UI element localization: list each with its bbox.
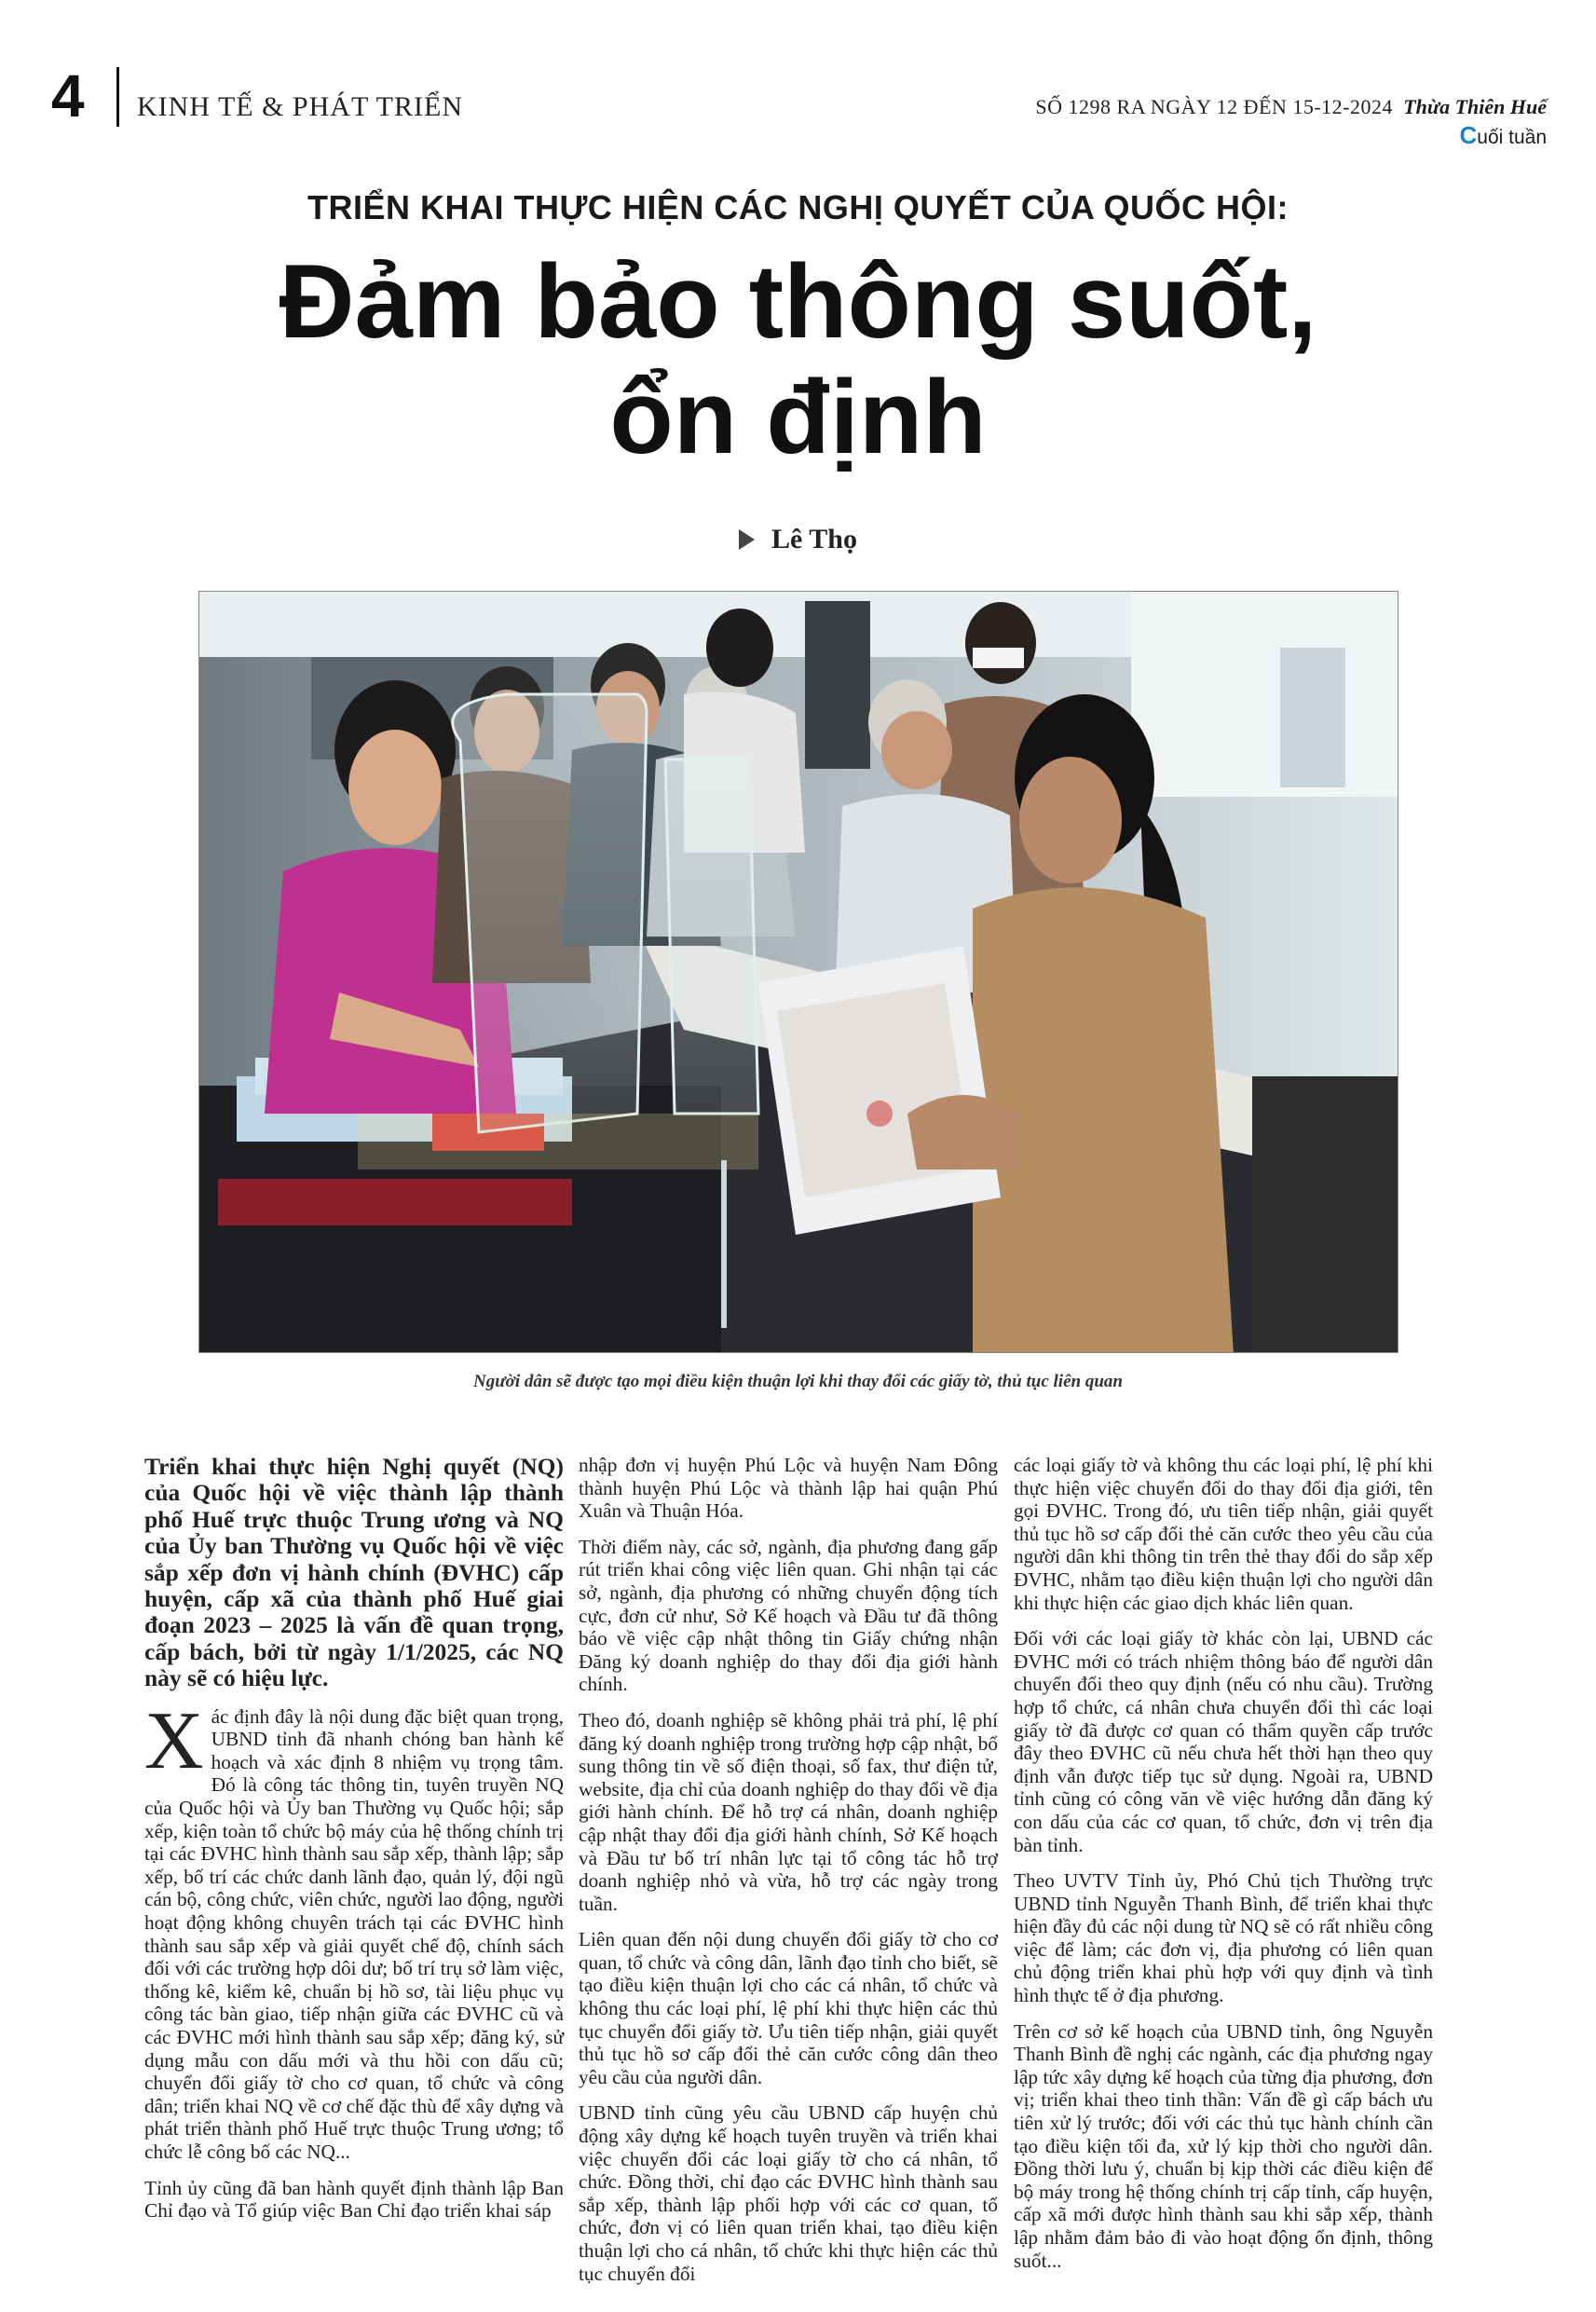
body-paragraph: Đối với các loại giấy tờ khác còn lại, UBND các ĐVHC mới có trách nhiệm thông báo để người dân chuyển đổi theo quy định (nếu có nhu cầu). Trường hợp tổ chức, cá nhân chưa chuyển đổi thì các loại giấy tờ đã được cơ quan có thẩm quyền cấp trước đây theo ĐVHC cũ nếu chưa hết thời hạn theo quy định vẫn được tiếp tục sử dụng. Ngoài ra, UBND tỉnh cũng có công văn về việc hướng dẫn đăng ký con dấu của các cơ quan, tổ chức, đơn vị trên địa bàn tỉnh. bbox=[1014, 1627, 1433, 1856]
body-paragraph: Theo đó, doanh nghiệp sẽ không phải trả phí, lệ phí đăng ký doanh nghiệp trong trường hợp cập nhật, bổ sung thông tin về số điện thoại, số fax, thư điện tử, website, địa chỉ của doanh nghiệp do thay đổi về địa giới hành chính. Để hỗ trợ cá nhân, doanh nghiệp cập nhật thay đổi địa giới hành chính, Sở Kế hoạch và Đầu tư bố trí nhân lực tại tổ công tác hỗ trợ doanh nghiệp nhỏ và vừa, hỗ trợ các ngày trong tuần. bbox=[579, 1708, 998, 1915]
publication-logo bbox=[1398, 95, 1547, 151]
article-title bbox=[0, 244, 1596, 475]
body-paragraph: Tỉnh ủy cũng đã ban hành quyết định thành lập Ban Chỉ đạo và Tổ giúp việc Ban Chỉ đạo triển khai sáp bbox=[144, 2176, 564, 2223]
logo-subtitle bbox=[1459, 121, 1547, 150]
photo-caption: Người dân sẽ được tạo mọi điều kiện thuận lợi khi thay đổi các giấy tờ, thủ tục liên quan bbox=[473, 1372, 1123, 1391]
body-paragraph bbox=[144, 1695, 564, 2164]
logo-c-letter: C bbox=[1459, 121, 1478, 149]
body-paragraph: UBND tỉnh cũng yêu cầu UBND cấp huyện chủ động xây dựng kế hoạch tuyên truyền và triển khai việc chuyển đổi các loại giấy tờ cho cá nhân, tổ chức. Đồng thời, chỉ đạo các ĐVHC hình thành sau sắp xếp, thành lập phối hợp với các cơ quan, tổ chức, đơn vị có liên quan triển khai, tạo điều kiện thuận lợi cho cá nhân, tổ chức khi thực hiện các thủ tục chuyển đổi bbox=[579, 2101, 998, 2285]
body-paragraph: nhập đơn vị huyện Phú Lộc và huyện Nam Đông thành huyện Phú Lộc và thành lập hai quận Phú Xuân và Thuận Hóa. bbox=[579, 1454, 998, 1523]
body-paragraph: Theo UVTV Tỉnh ủy, Phó Chủ tịch Thường trực UBND tỉnh Nguyễn Thanh Bình, để triển khai thực hiện đầy đủ các nội dung từ NQ sẽ có rất nhiều công việc để làm; các đơn vị, địa phương có liên quan chủ động triển khai phù hợp với quy định và tình hình thực tế ở địa phương. bbox=[1014, 1869, 1433, 2007]
section-title: KINH TẾ & PHÁT TRIỂN bbox=[137, 91, 463, 122]
author-name: Lê Thọ bbox=[771, 524, 857, 554]
article-kicker: TRIỂN KHAI THỰC HIỆN CÁC NGHỊ QUYẾT CỦA QUỐC HỘI: bbox=[307, 188, 1289, 226]
byline bbox=[0, 524, 1596, 555]
column-3 bbox=[1014, 1454, 1433, 2285]
photo-illustration bbox=[199, 592, 1398, 1353]
article-photo bbox=[198, 591, 1398, 1353]
title-line-2: ổn định bbox=[609, 359, 987, 475]
page-header bbox=[51, 54, 1547, 149]
drop-cap: X bbox=[144, 1695, 204, 1786]
lead-paragraph: Triển khai thực hiện Nghị quyết (NQ) của Quốc hội về việc thành lập thành phố Huế trực thuộc Trung ương và NQ của Ủy ban Thường vụ Quốc hội về việc sắp xếp đơn vị hành chính (ĐVHC) cấp huyện, cấp xã của thành phố Huế giai đoạn 2023 – 2025 là vấn đề quan trọng, cấp bách, bởi từ ngày 1/1/2025, các NQ này sẽ có hiệu lực. bbox=[144, 1453, 564, 1692]
play-triangle-icon bbox=[739, 529, 755, 550]
logo-subtitle-rest: uối tuần bbox=[1477, 127, 1547, 148]
column-2 bbox=[579, 1454, 998, 2298]
page-number: 4 bbox=[51, 62, 85, 130]
body-paragraph: Trên cơ sở kế hoạch của UBND tỉnh, ông Nguyễn Thanh Bình đề nghị các ngành, các địa phương ngay lập tức xây dựng kế hoạch của từng địa phương, đơn vị; triển khai theo tinh thần: Vấn đề gì cấp bách ưu tiên xử lý trước; đối với các thủ tục hành chính cần tạo điều kiện tối đa, xử lý kịp thời cho người dân. Đồng thời lưu ý, chuẩn bị kịp thời các điều kiện để bộ máy trong hệ thống chính trị cấp tỉnh, cấp huyện, cấp xã mới được hình thành sau khi sắp xếp, thành lập nhằm đảm bảo đi vào hoạt động ổn định, thông suốt... bbox=[1014, 2019, 1433, 2272]
body-text: ác định đây là nội dung đặc biệt quan trọng, UBND tỉnh đã nhanh chóng ban hành kế hoạch và xác định 8 nhiệm vụ trọng tâm. Đó là công tác thông tin, tuyên truyền NQ của Quốc hội và Ủy ban Thường vụ Quốc hội; sắp xếp, kiện toàn tổ chức bộ máy của hệ thống chính trị tại các ĐVHC hình thành sau sắp xếp, thành lập; sắp xếp, bố trí các chức danh lãnh đạo, quản lý, đội ngũ cán bộ, công chức, viên chức, người lao động, người hoạt động không chuyên trách tại các ĐVHC hình thành sau sắp xếp và giải quyết chế độ, chính sách đối với các trường hợp dôi dư; bố trí trụ sở làm việc, thống kê, kiểm kê, chuẩn bị hồ sơ, tài liệu phục vụ công tác bàn giao, tiếp nhận giữa các ĐVHC cũ và các ĐVHC mới hình thành sau sắp xếp; đăng ký, sử dụng mẫu con dấu mới và thu hồi con dấu cũ; chuyển đổi giấy tờ cho cơ quan, tổ chức và công dân; triển khai NQ về cơ chế đặc thù để xây dựng và phát triển thành phố Huế trực thuộc Trung ương; tổ chức lễ công bố các NQ... bbox=[144, 1704, 564, 2163]
title-line-1: Đảm bảo thông suốt, bbox=[279, 243, 1317, 360]
body-paragraph: Thời điểm này, các sở, ngành, địa phương đang gấp rút triển khai công việc liên quan. Ghi nhận tại các sở, ngành, địa phương có những chuyển động tích cực, đơn cử như, Sở Kế hoạch và Đầu tư đã thông báo về việc cập nhật thông tin Giấy chứng nhận Đăng ký doanh nghiệp do thay đổi địa giới hành chính. bbox=[579, 1535, 998, 1696]
column-1 bbox=[144, 1454, 564, 2236]
logo-title: Thừa Thiên Huế bbox=[1403, 95, 1547, 118]
issue-info: SỐ 1298 RA NGÀY 12 ĐẾN 15-12-2024 bbox=[1035, 95, 1393, 118]
body-paragraph: các loại giấy tờ và không thu các loại phí, lệ phí khi thực hiện việc chuyển đổi do thay đổi địa giới, tên gọi ĐVHC. Trong đó, ưu tiên tiếp nhận, giải quyết thủ tục hồ sơ cấp đổi thẻ căn cước theo yêu cầu của người dân khi thông tin trên thẻ thay đổi do sắp xếp ĐVHC, nhằm tạo điều kiện thuận lợi cho người dân khi thực hiện các giao dịch khác liên quan. bbox=[1014, 1454, 1433, 1614]
header-divider bbox=[116, 67, 119, 127]
body-paragraph: Liên quan đến nội dung chuyển đổi giấy tờ cho cơ quan, tổ chức và công dân, lãnh đạo tỉnh cho biết, sẽ tạo điều kiện thuận lợi cho các cá nhân, tổ chức và không thu các loại phí, lệ phí khi thực hiện các thủ tục chuyển đổi giấy tờ. Ưu tiên tiếp nhận, giải quyết thủ tục hồ sơ cấp đổi thẻ căn cước công dân theo yêu cầu của người dân. bbox=[579, 1928, 998, 2088]
